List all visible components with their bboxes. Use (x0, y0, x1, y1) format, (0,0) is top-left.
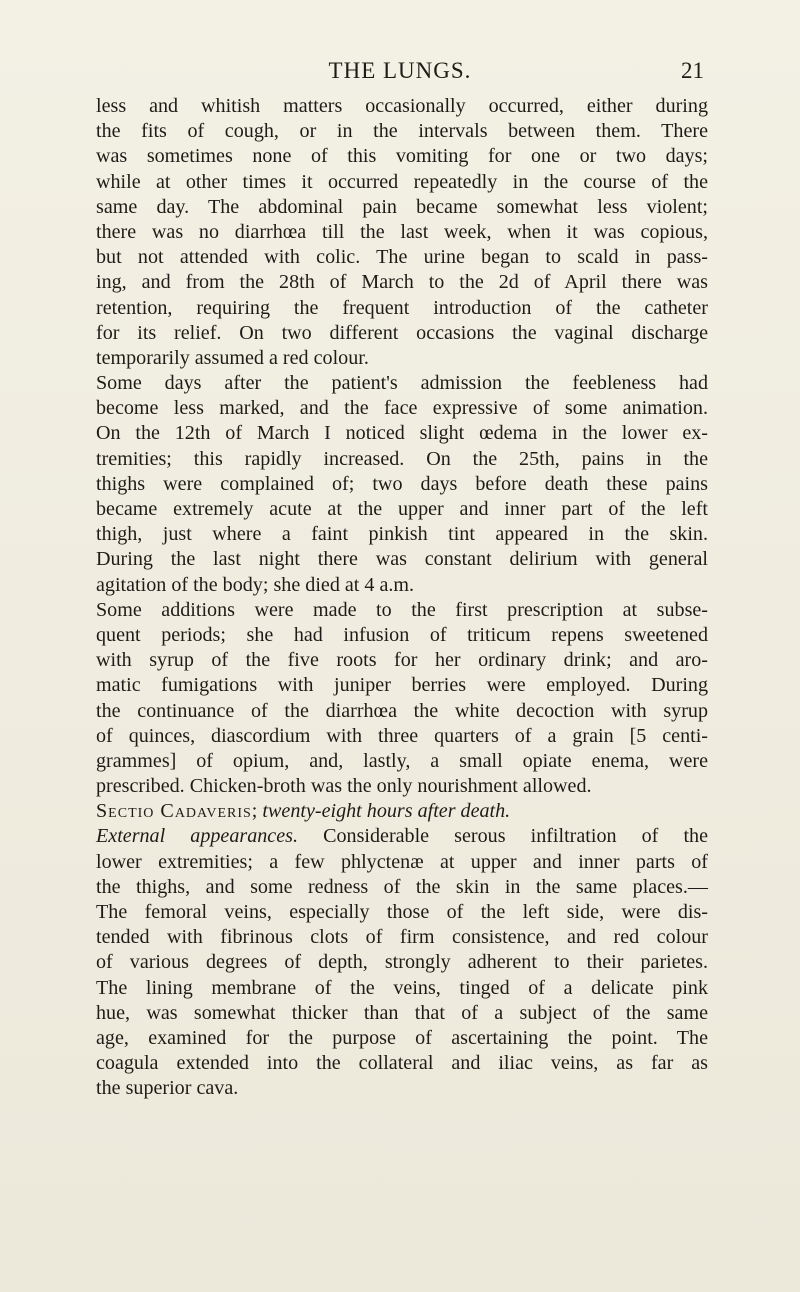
text-line: there was no diarrhœa till the last week, when it was copious, (96, 220, 708, 243)
text-line: with syrup of the five roots for her ordinary drink; and aro- (96, 649, 708, 672)
text-line: agitation of the body; she died at 4 a.m. (96, 573, 415, 596)
text-line: same day. The abdominal pain became somewhat less violent; (96, 195, 708, 218)
section-heading-line (96, 799, 708, 824)
text-line: for its relief. On two different occasions the vaginal discharge (96, 321, 708, 344)
text-line: the superior cava. (96, 1077, 239, 1100)
text-line: retention, requiring the frequent introduction of the catheter (96, 296, 708, 319)
text-line: During the last night there was constant delirium with general (96, 548, 708, 571)
external-appearances-text: Considerable serous infiltration of the (323, 825, 709, 848)
text-line: was sometimes none of this vomiting for one or two days; (96, 145, 708, 168)
text-line: Some additions were made to the first prescription at subse- (96, 598, 708, 621)
text-line: grammes] of opium, and, lastly, a small opiate enema, were (96, 749, 708, 772)
text-line: ing, and from the 28th of March to the 2d of April there was (96, 271, 708, 294)
text-line: On the 12th of March I noticed slight œdema in the lower ex- (96, 422, 708, 445)
text-line: of quinces, diascordium with three quarters of a grain [5 centi- (96, 724, 708, 747)
text-line: the continuance of the diarrhœa the white decoction with syrup (96, 699, 708, 722)
text-line: less and whitish matters occasionally occurred, either during (96, 95, 708, 117)
text-line: lower extremities; a few phlyctenæ at upper and inner parts of (96, 850, 708, 873)
text-line: tremities; this rapidly increased. On the 25th, pains in the (96, 447, 708, 470)
text-line: tended with fibrinous clots of firm consistence, and red colour (96, 926, 708, 949)
text-line: The femoral veins, especially those of the left side, were dis- (96, 901, 708, 923)
sectio-cadaveris-heading: Sectio Cadaveris (96, 800, 252, 823)
text-line: of various degrees of depth, strongly adherent to their parietes. (96, 951, 708, 974)
running-head (0, 58, 800, 88)
text-line: temporarily assumed a red colour. (96, 346, 369, 369)
text-line: coagula extended into the collateral and iliac veins, as far as (96, 1052, 708, 1075)
text-line: quent periods; she had infusion of triticum repens sweetened (96, 623, 708, 646)
text-line: age, examined for the purpose of ascertaining the point. The (96, 1026, 708, 1049)
text-line: Some days after the patient's admission the feebleness had (96, 372, 708, 395)
running-title: THE LUNGS. (328, 58, 472, 83)
text-line: the thighs, and some redness of the skin in the same places.— (96, 875, 708, 898)
text-line: thigh, just where a faint pinkish tint appeared in the skin. (96, 523, 708, 546)
text-line: thighs were complained of; two days before death these pains (96, 472, 708, 495)
text-line: matic fumigations with juniper berries were employed. During (96, 674, 708, 697)
text-line: while at other times it occurred repeatedly in the course of the (96, 170, 708, 193)
page-number: 21 (681, 58, 704, 83)
text-line: The lining membrane of the veins, tinged of a delicate pink (96, 976, 708, 999)
body-text (96, 94, 708, 1102)
time-after-death: twenty-eight hours after death. (262, 800, 511, 823)
text-line: became extremely acute at the upper and inner part of the left (96, 498, 708, 520)
text-line: become less marked, and the face expressive of some animation. (96, 397, 708, 420)
text-line: but not attended with colic. The urine began to scald in pass- (96, 246, 708, 269)
external-appearances-line (96, 824, 708, 849)
text-line: prescribed. Chicken-broth was the only nourishment allowed. (96, 775, 592, 798)
text-line: the fits of cough, or in the intervals between them. There (96, 120, 708, 143)
external-appearances-label: External appearances. (96, 825, 298, 848)
heading-separator: ; (251, 800, 258, 823)
text-line: hue, was somewhat thicker than that of a subject of the same (96, 1001, 708, 1024)
